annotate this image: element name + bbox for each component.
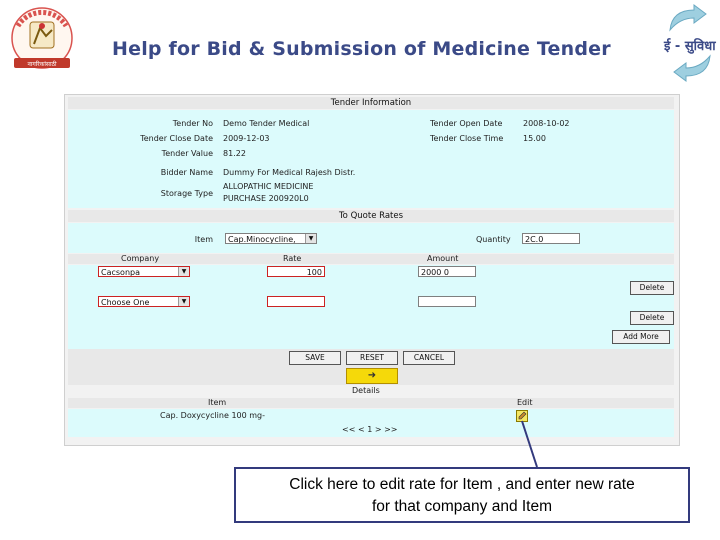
tender-open-date-label: Tender Open Date (430, 119, 503, 128)
chevron-down-icon: ▼ (178, 297, 189, 306)
svg-text:नागरिकांसाठी: नागरिकांसाठी (27, 61, 57, 68)
municipal-emblem-icon (6, 4, 78, 76)
reset-button[interactable]: RESET (346, 351, 398, 365)
page-title: Help for Bid & Submission of Medicine Tender (112, 38, 611, 60)
cancel-button[interactable]: CANCEL (403, 351, 455, 365)
company-select-row2[interactable] (98, 296, 190, 307)
tender-no-value: Demo Tender Medical (223, 119, 310, 128)
delete-button-row1[interactable]: Delete (630, 281, 674, 295)
company-column-header: Company (121, 254, 160, 263)
instruction-callout (234, 467, 690, 523)
bidder-name-value: Dummy For Medical Rajesh Distr. (223, 168, 356, 177)
amount-column-header: Amount (427, 254, 459, 263)
tender-close-time-label: Tender Close Time (430, 134, 504, 143)
quantity-label: Quantity (476, 235, 511, 244)
tender-no-label: Tender No (172, 119, 213, 128)
storage-type-line2: PURCHASE 200920L0 (223, 194, 309, 203)
bidder-name-label: Bidder Name (160, 168, 213, 177)
tender-value-label: Tender Value (161, 149, 213, 158)
tender-information-header: Tender Information (68, 97, 674, 109)
details-row-item: Cap. Doxycycline 100 mg- (160, 411, 266, 420)
storage-type-line1: ALLOPATHIC MEDICINE (223, 182, 314, 191)
chevron-down-icon: ▼ (305, 234, 316, 243)
chevron-down-icon: ▼ (178, 267, 189, 276)
company-select-row2-value: Choose One (101, 298, 150, 307)
add-more-button[interactable]: Add More (612, 330, 670, 344)
quantity-field[interactable]: 2C.0 (522, 233, 580, 244)
arrow-right-icon: ➜ (367, 370, 377, 381)
rate-field-row1[interactable]: 100 (267, 266, 325, 277)
item-select-value: Cap.Minocycline, (228, 235, 296, 244)
save-button[interactable]: SAVE (289, 351, 341, 365)
delete-button-row2[interactable]: Delete (630, 311, 674, 325)
rate-column-header: Rate (283, 254, 302, 263)
callout-line1: Click here to edit rate for Item , and enter new rate (289, 476, 635, 493)
tender-close-date-value: 2009-12-03 (223, 134, 270, 143)
pagination[interactable]: << < 1 > >> (342, 425, 398, 434)
company-select-row1[interactable] (98, 266, 190, 277)
rate-field-row2[interactable] (267, 296, 325, 307)
edit-pencil-icon[interactable] (516, 410, 528, 422)
rates-panel (68, 265, 674, 349)
tender-open-date-value: 2008-10-02 (523, 119, 570, 128)
tender-close-date-label: Tender Close Date (140, 134, 213, 143)
to-quote-rates-header: To Quote Rates (68, 210, 674, 222)
details-edit-header: Edit (517, 398, 533, 407)
next-arrow-button[interactable] (346, 368, 398, 384)
item-label: Item (194, 235, 213, 244)
details-item-header: Item (208, 398, 227, 407)
company-select-row1-value: Cacsonpa (101, 268, 140, 277)
refresh-arrow-bottom-icon (670, 52, 716, 82)
details-header: Details (352, 386, 380, 395)
tender-close-time-value: 15.00 (523, 134, 546, 143)
storage-type-label: Storage Type (160, 189, 213, 198)
esuvidha-label: ई - सुविधा (664, 39, 716, 54)
item-select[interactable] (225, 233, 317, 244)
details-column-header-bar (68, 398, 674, 408)
amount-field-row2 (418, 296, 476, 307)
refresh-arrow-top-icon (664, 4, 710, 34)
tender-value-value: 81.22 (223, 149, 246, 158)
callout-line2: for that company and Item (371, 498, 553, 515)
amount-field-row1: 2000 0 (418, 266, 476, 277)
